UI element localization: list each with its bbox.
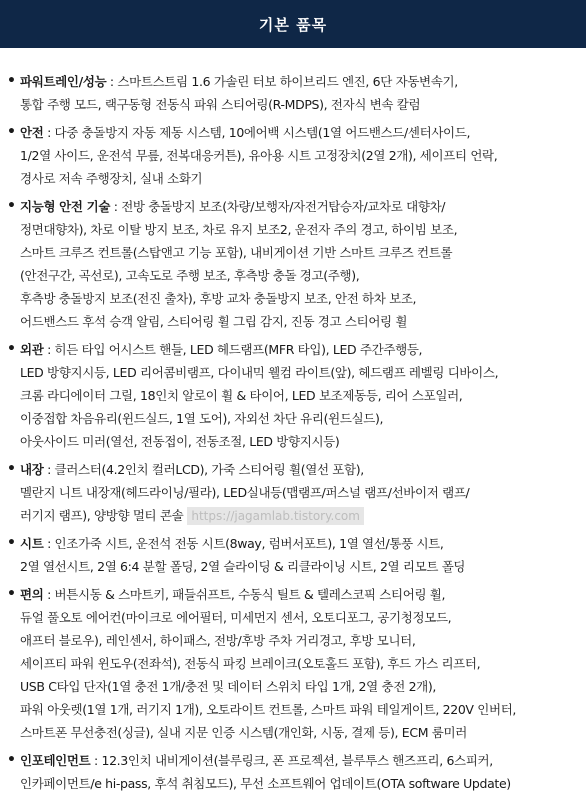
feature-list [0, 48, 586, 795]
feature-item-convenience [0, 583, 586, 744]
feature-line: 어드밴스드 후석 승객 알림, 스티어링 휠 그립 감지, 진동 경고 스티어링 휠 [20, 314, 408, 329]
feature-text: : 버튼시동 & 스마트키, 패들쉬프트, 수동식 틸트 & 텔레스코픽 스티어링 휠, [43, 587, 446, 602]
bullet-icon: • [7, 461, 16, 477]
bullet-icon: • [7, 124, 16, 140]
feature-text: : 다중 충돌방지 자동 제동 시스템, 10에어백 시스템(1열 어드밴스드/센터사이드, [43, 125, 471, 140]
feature-line: 스마트폰 무선충전(싱글), 실내 지문 인증 시스템(개인화, 시동, 결제 등), ECM 룸미러 [20, 725, 467, 740]
feature-item-seat [0, 532, 586, 578]
feature-title: 지능형 안전 기술 [20, 199, 111, 214]
feature-title: 내장 [20, 462, 44, 477]
feature-line [20, 121, 586, 144]
feature-text: : 클러스터(4.2인치 컬러LCD), 가죽 스티어링 휠(열선 포함), [43, 462, 364, 477]
feature-line: 경사로 저속 주행장치, 실내 소화기 [20, 171, 203, 186]
feature-line: 세이프티 파워 윈도우(전좌석), 전동식 파킹 브레이크(오토홀드 포함), 후드 가스 리프터, [20, 656, 481, 671]
feature-title: 안전 [20, 125, 44, 140]
feature-line [20, 504, 586, 527]
feature-item-exterior [0, 338, 586, 453]
feature-line: 후측방 충돌방지 보조(전진 출차), 후방 교차 충돌방지 보조, 안전 하차 보조, [20, 291, 417, 306]
feature-line [20, 583, 586, 606]
bullet-icon: • [7, 73, 16, 89]
feature-text: : 스마트스트림 1.6 가솔린 터보 하이브리드 엔진, 6단 자동변속기, [106, 74, 458, 89]
feature-line: 인카페이먼트/e hi-pass, 후석 취침모드), 무선 소프트웨어 업데이트(OTA software Update) [20, 776, 511, 791]
feature-line: 스마트 크루즈 컨트롤(스탑앤고 기능 포함), 내비게이션 기반 스마트 크루즈 컨트롤 [20, 245, 453, 260]
feature-line: 통합 주행 모드, 랙구동형 전동식 파워 스티어링(R-MDPS), 전자식 변속 칼럼 [20, 97, 421, 112]
feature-line: USB C타입 단자(1열 충전 1개/충전 및 데이터 스위치 타입 1개, 2열 충전 2개), [20, 679, 437, 694]
feature-title: 시트 [20, 536, 44, 551]
feature-text: : 히든 타입 어시스트 핸들, LED 헤드램프(MFR 타입), LED 주간주행등, [43, 342, 423, 357]
feature-title: 파워트레인/성능 [20, 74, 107, 89]
feature-line: 크롬 라디에이터 그릴, 18인치 알로이 휠 & 타이어, LED 보조제동등, 리어 스포일러, [20, 388, 463, 403]
feature-line: 이중접합 차음유리(윈드실드, 1열 도어), 자외선 차단 유리(윈드실드), [20, 411, 384, 426]
feature-line [20, 749, 586, 772]
feature-title: 편의 [20, 587, 44, 602]
feature-line [20, 532, 586, 555]
feature-item-infotainment [0, 749, 586, 795]
bullet-icon: • [7, 341, 16, 357]
feature-item-powertrain [0, 70, 586, 116]
feature-item-interior [0, 458, 586, 527]
feature-line [20, 195, 586, 218]
feature-line: (안전구간, 곡선로), 고속도로 주행 보조, 후측방 충돌 경고(주행), [20, 268, 360, 283]
feature-line: 정면대향차), 차로 이탈 방지 보조, 차로 유지 보조2, 운전자 주의 경고, 하이빔 보조, [20, 222, 458, 237]
feature-line [20, 338, 586, 361]
feature-line: 멜란지 니트 내장재(헤드라이닝/필라), LED실내등(맵램프/퍼스널 램프/선바이저 램프/ [20, 485, 470, 500]
feature-item-intelligent-safety [0, 195, 586, 333]
bullet-icon: • [7, 198, 16, 214]
feature-line: LED 방향지시등, LED 리어콤비램프, 다이내믹 웰컴 라이트(앞), 헤드램프 레벨링 디바이스, [20, 365, 499, 380]
feature-text: 러기지 램프), 양방향 멀티 콘솔 [20, 508, 184, 523]
feature-line: 듀얼 풀오토 에어컨(마이크로 에어필터, 미세먼지 센서, 오토디포그, 공기청정모드, [20, 610, 452, 625]
feature-text: : 전방 충돌방지 보조(차량/보행자/자전거탑승자/교차로 대향차/ [110, 199, 446, 214]
feature-line [20, 70, 586, 93]
feature-title: 인포테인먼트 [20, 753, 91, 768]
feature-item-safety [0, 121, 586, 190]
feature-title: 외관 [20, 342, 44, 357]
watermark-url: https://jagamlab.tistory.com [187, 507, 364, 525]
feature-line: 파워 아웃렛(1열 1개, 러기지 1개), 오토라이트 컨트롤, 스마트 파워 테일게이트, 220V 인버터, [20, 702, 517, 717]
bullet-icon: • [7, 752, 16, 768]
feature-line: 2열 열선시트, 2열 6:4 분할 폴딩, 2열 슬라이딩 & 리클라이닝 시트, 2열 리모트 폴딩 [20, 559, 466, 574]
feature-line: 애프터 블로우), 레인센서, 하이패스, 전방/후방 주차 거리경고, 후방 모니터, [20, 633, 416, 648]
bullet-icon: • [7, 586, 16, 602]
feature-line: 1/2열 사이드, 운전석 무릎, 전복대응커튼), 유아용 시트 고정장치(2열 2개), 세이프티 언락, [20, 148, 498, 163]
feature-line: 아웃사이드 미러(열선, 전동접이, 전동조절, LED 방향지시등) [20, 434, 340, 449]
feature-text: : 12.3인치 내비게이션(블루링크, 폰 프로젝션, 블루투스 핸즈프리, 6스피커, [90, 753, 493, 768]
feature-text: : 인조가죽 시트, 운전석 전동 시트(8way, 럼버서포트), 1열 열선/통풍 시트, [43, 536, 444, 551]
feature-line [20, 458, 586, 481]
section-header [0, 0, 586, 48]
bullet-icon: • [7, 535, 16, 551]
section-title: 기본 품목 [258, 15, 328, 34]
